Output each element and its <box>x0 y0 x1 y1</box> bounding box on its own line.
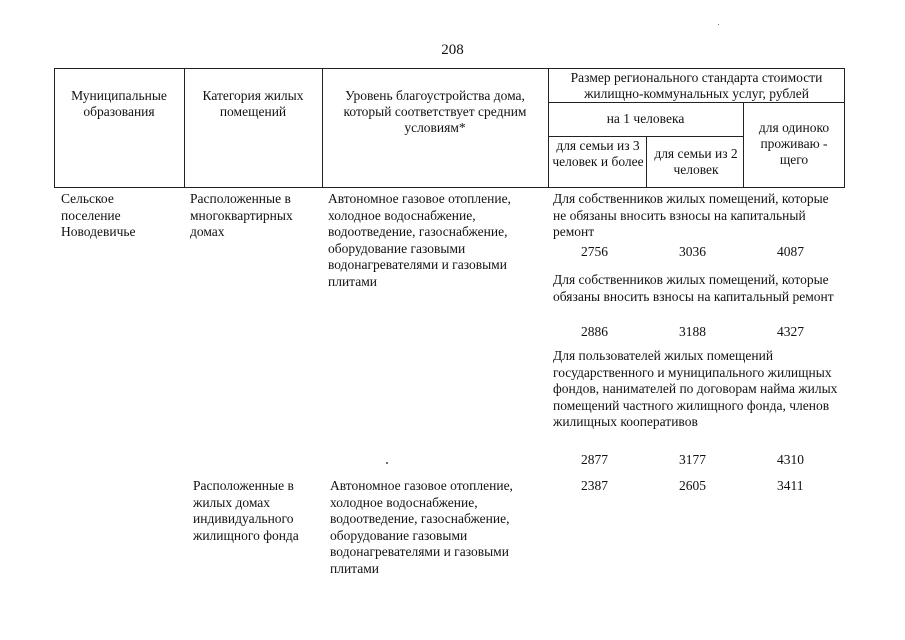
group-2-value-family2: 3188 <box>679 324 706 339</box>
scan-speck <box>718 24 719 25</box>
page-number: 208 <box>441 42 464 58</box>
group-2-value-single: 4327 <box>777 324 804 339</box>
group-2-label: Для собственников жилых помещений, которые обязаны вносить взносы на капитальный ремонт <box>553 272 834 304</box>
header-standard-size: Размер регионального стандарта стоимости жилищно-коммунальных услуг, рублей <box>570 70 823 101</box>
header-single: для одиноко проживаю - щего <box>758 120 830 167</box>
row-2-value-single: 3411 <box>777 478 804 493</box>
group-2-value-family3: 2886 <box>581 324 608 339</box>
row-2-comfort: Автономное газовое отопление, холодное водоснабжение, водоотведение, газоснабжение, оборудование газовыми водонагревателями и газовыми плитами <box>330 478 513 576</box>
header-family-2: для семьи из 2 человек <box>654 146 738 177</box>
group-3-value-single: 4310 <box>777 452 804 467</box>
header-per-person: на 1 человека <box>606 111 685 126</box>
group-3-label: Для пользователей жилых помещений государственного и муниципального жилищных фондов, нанимателей по договорам найма жилых помещений частного жилищного фонда, членов жилищных кооперативов <box>553 348 838 429</box>
group-1-value-single: 4087 <box>777 244 804 259</box>
group-1-value-family3: 2756 <box>581 244 608 259</box>
row-1-comfort: Автономное газовое отопление, холодное водоснабжение, водоотведение, газоснабжение, оборудование газовыми водонагревателями и газовыми плитами <box>328 191 511 289</box>
group-3-value-family3: 2877 <box>581 452 608 467</box>
scan-speck <box>386 462 388 464</box>
municipality-name: Сельское поселение Новодевичье <box>61 191 136 239</box>
row-2-value-family3: 2387 <box>581 478 608 493</box>
row-2-value-family2: 2605 <box>679 478 706 493</box>
header-category: Категория жилых помещений <box>202 88 304 119</box>
header-municipality: Муниципальные образования <box>71 88 167 119</box>
header-family-3: для семьи из 3 человек и более <box>552 138 644 169</box>
group-1-value-family2: 3036 <box>679 244 706 259</box>
group-1-label: Для собственников жилых помещений, которые не обязаны вносить взносы на капитальный ремонт <box>553 191 829 239</box>
row-2-category: Расположенные в жилых домах индивидуального жилищного фонда <box>193 478 299 543</box>
header-comfort-level: Уровень благоустройства дома, который соответствует средним условиям* <box>343 88 527 135</box>
row-1-category: Расположенные в многоквартирных домах <box>190 191 293 239</box>
group-3-value-family2: 3177 <box>679 452 706 467</box>
